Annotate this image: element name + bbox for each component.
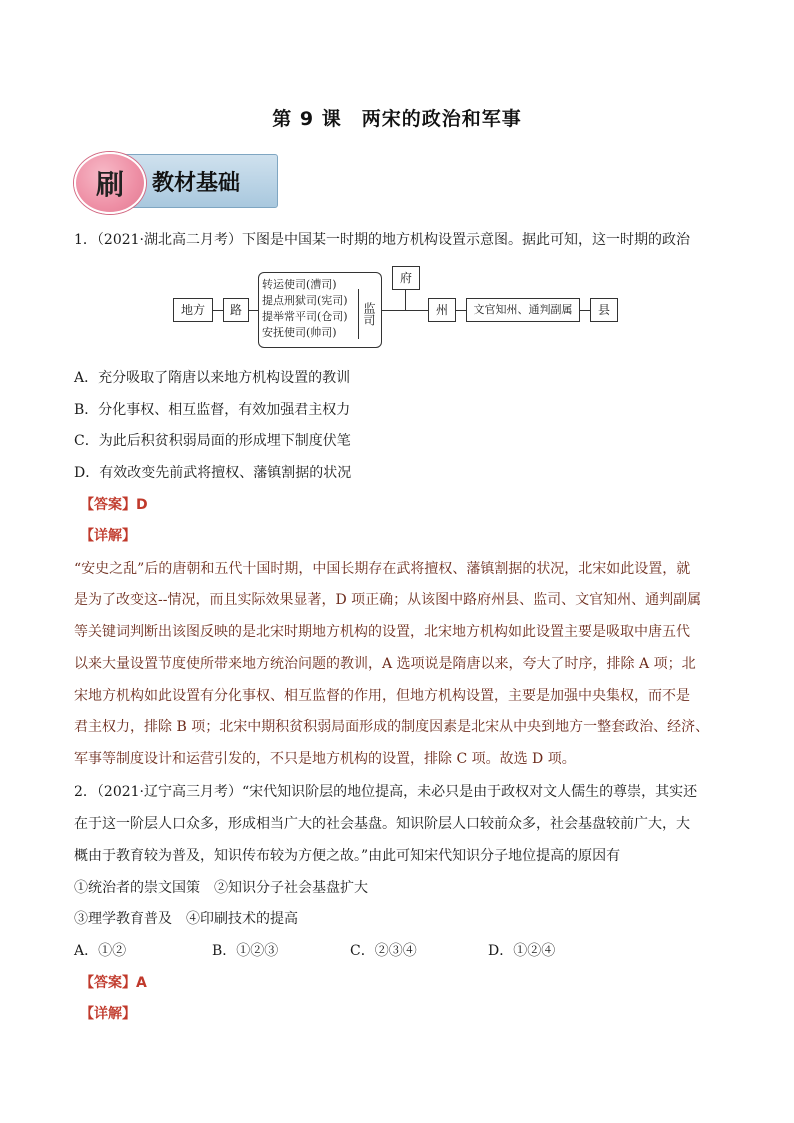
q1-explanation-line: “安史之乱”后的唐朝和五代十国时期，中国长期存在武将擅权、藩镇割据的状况，北宋如此设置，就 [74,561,691,577]
group-item: 提举常平司(仓司) [262,310,348,323]
q1-option-d: D．有效改变先前武将擅权、藩镇割据的状况 [74,465,352,481]
q1-explanation-line: 是为了改变这--情况，而且实际效果显著，D 项正确；从该图中路府州县、监司、文官知州、通判副属 [74,592,702,608]
q2-option-a: A．①② [74,943,127,959]
q1-option-c: C．为此后积贫积弱局面的形成埋下制度伏笔 [74,433,351,449]
q1-explanation-line: 以来大量设置节度使所带来地方统治问题的教训，A 选项说是隋唐以来，夸大了时序，排除 A 项；北 [74,656,696,672]
diagram-fu: 府 [392,266,420,290]
q1-answer [80,494,148,514]
banner-label: 教材基础 [152,171,241,196]
diagram-zhou: 州 [428,298,456,322]
connector [456,310,466,311]
diagram-difang: 地方 [173,298,213,322]
connector [213,310,223,311]
q2-stem-line: 在于这一阶层人口众多，形成相当广大的社会基盘。知识阶层人口较前众多，社会基盘较前广大，大 [74,816,690,832]
answer-label: 【答案】 [80,497,136,513]
answer-value: D [136,497,148,513]
answer-value: A [136,975,147,991]
q1-option-b: B．分化事权、相互监督，有效加强君主权力 [74,402,351,418]
q2-item-line: ③理学教育普及 ④印刷技术的提高 [74,911,298,927]
q2-option-b: B．①②③ [212,943,279,959]
q1-stem: 1．（2021·湖北高二月考）下图是中国某一时期的地方机构设置示意图。据此可知，这一时期的政治 [74,232,690,248]
section-banner [74,152,280,214]
banner-char: 刷 [95,168,124,201]
diagram-xian: 县 [590,298,618,322]
connector [249,310,258,311]
banner-badge [74,152,146,214]
q1-explanation-line: 君主权力，排除 B 项；北宋中期积贫积弱局面形成的制度因素是北宋从中央到地方一整套政治、经济、 [74,719,710,735]
q2-detail-label: 【详解】 [80,1006,136,1022]
diagram-jiansi: 监司 [358,289,378,339]
q2-item-line: ①统治者的崇文国策 ②知识分子社会基盘扩大 [74,880,368,896]
diagram-officials: 文官知州、通判副属 [466,298,580,322]
q2-option-c: C．②③④ [350,943,417,959]
q1-explanation-line: 军事等制度设计和运营引发的，不只是地方机构的设置，排除 C 项。故选 D 项。 [74,751,576,767]
connector [382,310,428,311]
connector [405,290,406,310]
group-item: 提点刑狱司(宪司) [262,294,348,307]
q2-option-d: D．①②④ [488,943,556,959]
diagram-jiansi-group [258,272,382,348]
diagram-lu: 路 [223,298,249,322]
answer-label: 【答案】 [80,975,136,991]
page-title: 第 9 课 两宋的政治和军事 [272,108,522,130]
q1-option-a: A．充分吸取了隋唐以来地方机构设置的教训 [74,370,351,386]
q2-stem-line: 概由于教育较为普及，知识传布较为方便之故。”由此可知宋代知识分子地位提高的原因有 [74,848,621,864]
q1-explanation-line: 等关键词判断出该图反映的是北宋时期地方机构的设置，北宋地方机构如此设置主要是吸取中唐五代 [74,624,690,640]
connector [580,310,590,311]
q2-answer [80,972,147,992]
group-item: 转运使司(漕司) [262,278,337,291]
q2-stem-line: 2．（2021·辽宁高三月考）“宋代知识阶层的地位提高，未必只是由于政权对文人儒生的尊崇，其实还 [74,784,698,800]
group-item: 安抚使司(帅司) [262,326,337,339]
q1-explanation-line: 宋地方机构如此设置有分化事权、相互监督的作用，但地方机构设置，主要是加强中央集权，而不是 [74,688,690,704]
q1-detail-label: 【详解】 [80,528,136,544]
